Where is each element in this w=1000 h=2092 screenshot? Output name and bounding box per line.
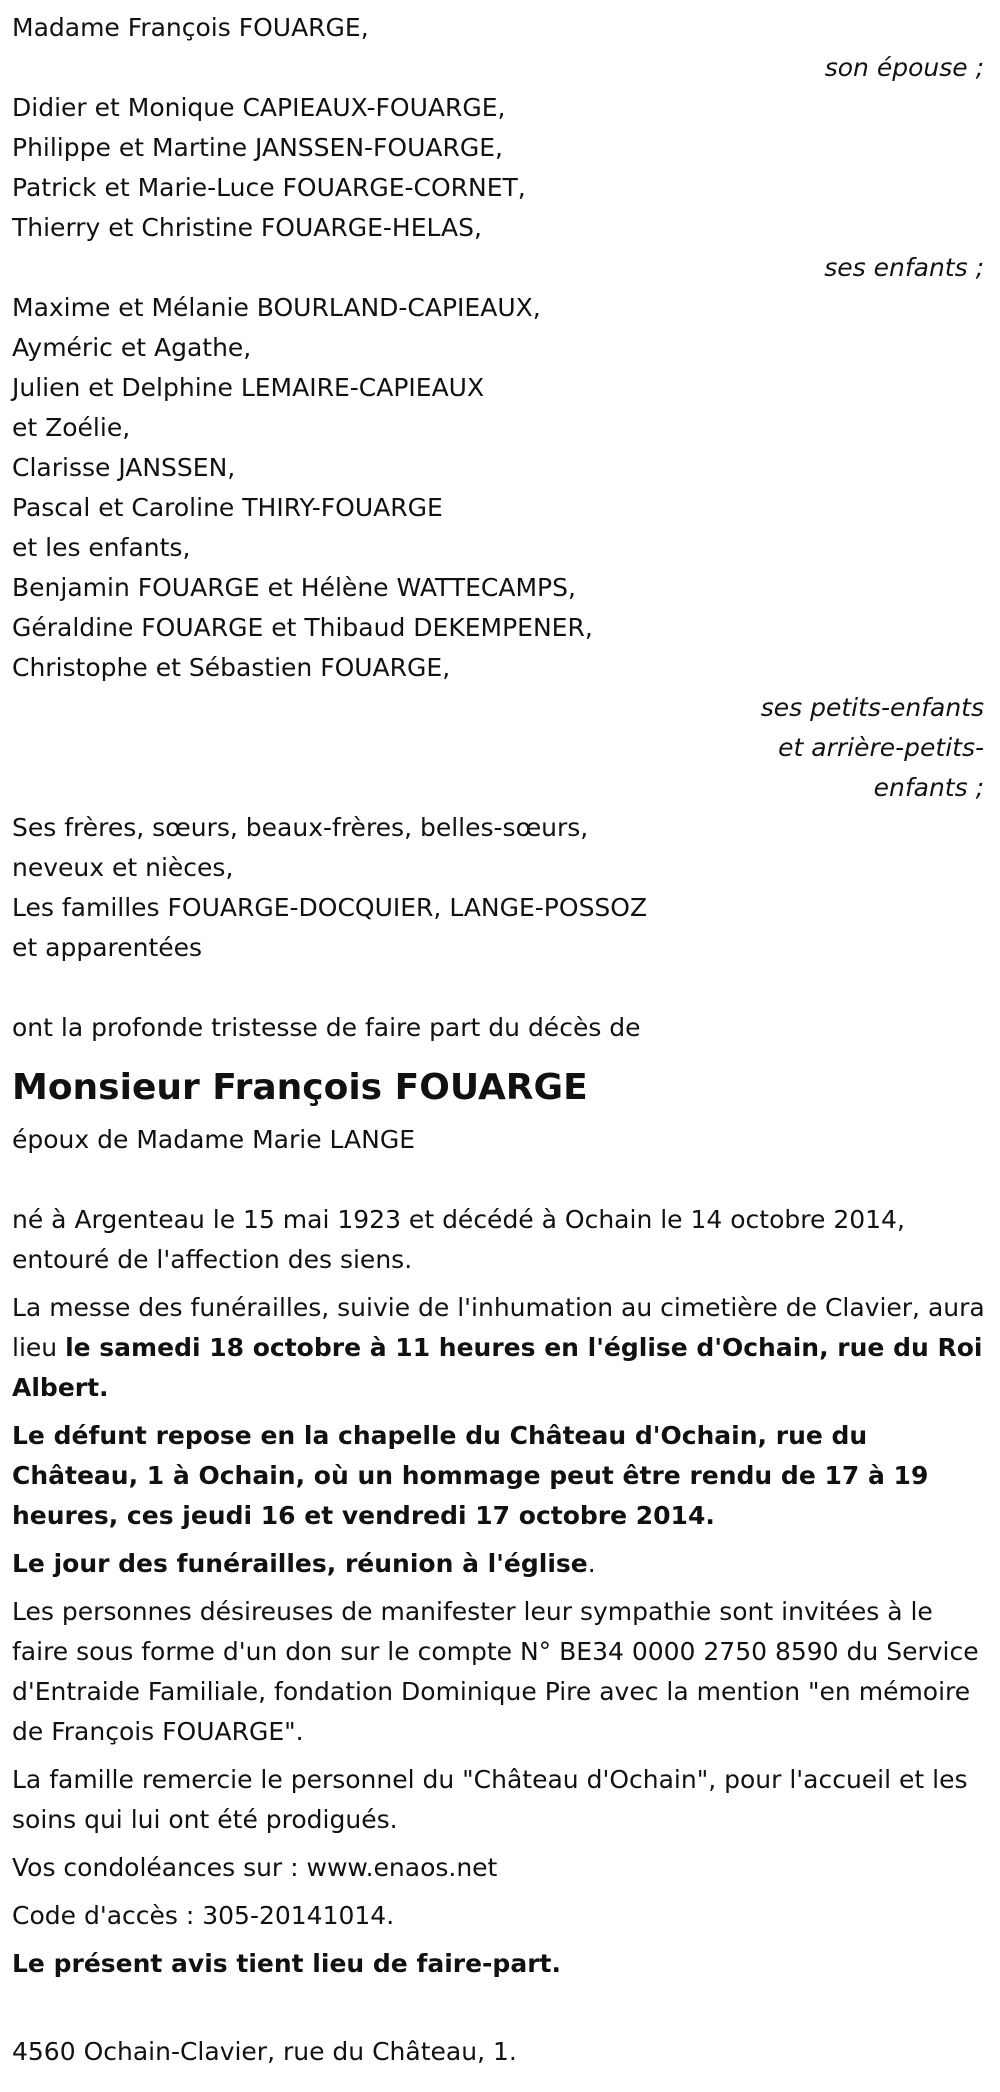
family-name-line: Julien et Delphine LEMAIRE-CAPIEAUX — [12, 373, 485, 402]
funeral-paragraph — [12, 1288, 988, 1408]
extended-family-block — [12, 808, 988, 968]
grandchildren-block — [12, 288, 988, 808]
family-name-line: Les familles FOUARGE-DOCQUIER, LANGE-POSSOZ — [12, 893, 648, 922]
relation-label: enfants ; — [873, 773, 984, 802]
family-name-line: et apparentées — [12, 933, 203, 962]
deceased-name: Monsieur François FOUARGE — [12, 1067, 588, 1108]
birth-death-paragraph: né à Argenteau le 15 mai 1923 et décédé à Ochain le 14 octobre 2014, entouré de l'affection des siens. — [12, 1205, 905, 1274]
family-name-line: et Zoélie, — [12, 413, 131, 442]
family-name-line: Benjamin FOUARGE et Hélène WATTECAMPS, — [12, 573, 576, 602]
announcement-text: ont la profonde tristesse de faire part du décès de — [12, 1013, 641, 1042]
family-name-line: Thierry et Christine FOUARGE-HELAS, — [12, 213, 482, 242]
family-name-line: neveux et nièces, — [12, 853, 234, 882]
family-name-line: Clarisse JANSSEN, — [12, 453, 236, 482]
spouse-of-text: époux de Madame Marie LANGE — [12, 1125, 416, 1154]
funeral-intro: La messe des funérailles, suivie de l'inhumation au cimetière de Clavier, aura lieu — [12, 1293, 985, 1362]
meeting-tail: . — [587, 1549, 596, 1578]
address-text: 4560 Ochain-Clavier, rue du Château, 1. — [12, 2037, 517, 2066]
meeting-text: Le jour des funérailles, réunion à l'église — [12, 1549, 588, 1578]
repose-text: Le défunt repose en la chapelle du Château d'Ochain, rue du Château, 1 à Ochain, où un hommage peut être rendu de 17 à 19 heures, ces jeudi 16 et vendredi 17 octobre 2014. — [12, 1421, 929, 1530]
family-name-line: Patrick et Marie-Luce FOUARGE-CORNET, — [12, 173, 526, 202]
access-code-text: Code d'accès : 305-20141014. — [12, 1901, 395, 1930]
condolences-text: Vos condoléances sur : www.enaos.net — [12, 1853, 498, 1882]
relation-label: son épouse ; — [824, 53, 984, 82]
family-name-line: Didier et Monique CAPIEAUX-FOUARGE, — [12, 93, 506, 122]
repose-paragraph — [12, 1416, 988, 1536]
relation-label: ses petits-enfants — [760, 693, 984, 722]
notice-paragraph — [12, 1944, 988, 1984]
donation-paragraph: Les personnes désireuses de manifester leur sympathie sont invitées à le faire sous forme d'un don sur le compte N° BE34 0000 2750 8590 du Service d'Entraide Familiale, fondation Dominique Pire avec la mention "en mémoire de François FOUARGE". — [12, 1597, 979, 1746]
family-name-line: Ses frères, sœurs, beaux-frères, belles-sœurs, — [12, 813, 589, 842]
relation-label: et arrière-petits- — [778, 733, 984, 762]
family-name-line: Géraldine FOUARGE et Thibaud DEKEMPENER, — [12, 613, 593, 642]
thanks-paragraph: La famille remercie le personnel du "Château d'Ochain", pour l'accueil et les soins qui lui ont été prodigués. — [12, 1765, 968, 1834]
relation-label: ses enfants ; — [824, 253, 984, 282]
family-name-line: et les enfants, — [12, 533, 191, 562]
family-name-line: Madame François FOUARGE, — [12, 13, 369, 42]
funeral-details: le samedi 18 octobre à 11 heures en l'église d'Ochain, rue du Roi Albert. — [12, 1333, 983, 1402]
meeting-paragraph — [12, 1544, 988, 1584]
family-name-line: Ayméric et Agathe, — [12, 333, 252, 362]
notice-text: Le présent avis tient lieu de faire-part. — [12, 1949, 561, 1978]
family-name-line: Maxime et Mélanie BOURLAND-CAPIEAUX, — [12, 293, 541, 322]
family-name-line: Pascal et Caroline THIRY-FOUARGE — [12, 493, 443, 522]
family-name-line: Philippe et Martine JANSSEN-FOUARGE, — [12, 133, 503, 162]
spouse-block — [12, 8, 988, 88]
family-name-line: Christophe et Sébastien FOUARGE, — [12, 653, 451, 682]
children-block — [12, 88, 988, 288]
